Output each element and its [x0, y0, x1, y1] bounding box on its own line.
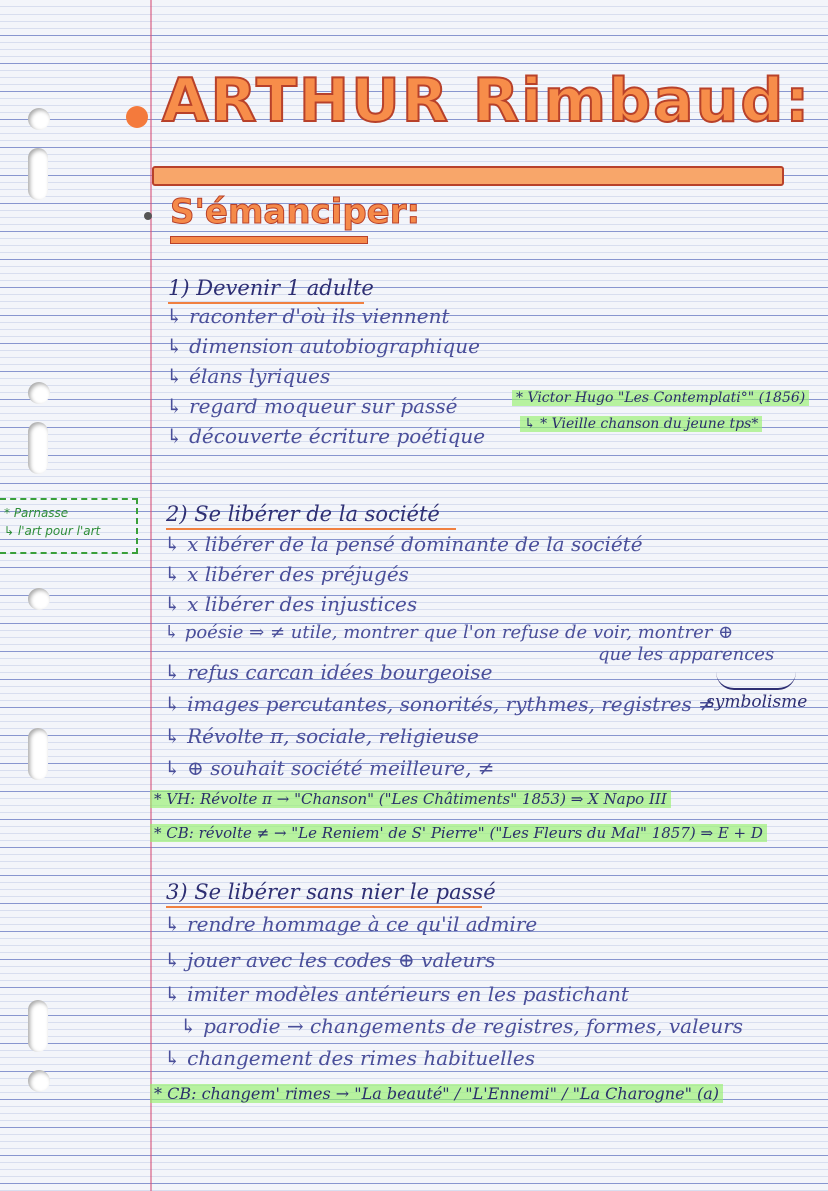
list-item: ↳ images percutantes, sonorités, rythmes, registres ≠: [164, 692, 715, 716]
section-underline: [170, 236, 368, 244]
note-item: * Victor Hugo "Les Contemplati°" (1856): [512, 390, 809, 406]
part-heading: 2) Se libérer de la société: [166, 502, 440, 526]
list-item: ↳ refus carcan idées bourgeoise: [164, 660, 493, 684]
list-item: ↳ imiter modèles antérieurs en les pastichant: [164, 982, 629, 1006]
list-item: ↳ x libérer de la pensé dominante de la société: [164, 532, 643, 556]
list-item: ↳ raconter d'où ils viennent: [166, 304, 450, 328]
list-item: ↳ découverte écriture poétique: [166, 424, 486, 448]
list-item: ↳ dimension autobiographique: [166, 334, 480, 358]
punch-hole: [28, 382, 50, 404]
punch-hole: [28, 1070, 50, 1092]
margin-note-line: ↳ l'art pour l'art: [4, 524, 101, 538]
list-item: ↳ jouer avec les codes ⊕ valeurs: [164, 948, 496, 972]
title-row: [122, 44, 812, 164]
punch-hole: [28, 588, 50, 610]
symbolism-label: symbolisme: [706, 692, 808, 712]
heading-underline: [166, 906, 482, 908]
list-item: ↳ x libérer des injustices: [164, 592, 418, 616]
brace: [716, 672, 796, 690]
list-item: ↳ Révolte π, sociale, religieuse: [164, 724, 479, 748]
punch-hole: [28, 1000, 48, 1052]
title-bullet: [126, 106, 148, 128]
list-item: ↳ regard moqueur sur passé: [166, 394, 458, 418]
list-item: ↳ changement des rimes habituelles: [164, 1046, 536, 1070]
page-title: ARTHUR Rimbaud:: [162, 66, 812, 136]
highlight-item: * CB: changem' rimes → "La beauté" / "L'Ennemi" / "La Charogne" (a): [150, 1084, 723, 1103]
margin-note-line: * Parnasse: [4, 506, 69, 520]
note-item: ↳ * Vieille chanson du jeune tps*: [520, 416, 762, 432]
list-item: ↳ rendre hommage à ce qu'il admire: [164, 912, 538, 936]
list-item: ↳ poésie ⇒ ≠ utile, montrer que l'on refuse de voir, montrer ⊕: [164, 622, 734, 643]
section-title: S'émanciper:: [170, 192, 421, 232]
part-heading: 1) Devenir 1 adulte: [168, 276, 374, 300]
highlight-item: * VH: Révolte π → "Chanson" ("Les Châtiments" 1853) ⇒ X Napo III: [150, 790, 671, 808]
list-item: ↳ parodie → changements de registres, formes, valeurs: [180, 1014, 744, 1038]
section-bullet: [144, 212, 152, 220]
part-heading: 3) Se libérer sans nier le passé: [166, 880, 496, 904]
punch-hole: [28, 728, 48, 780]
punch-hole: [28, 148, 48, 200]
list-item: ↳ x libérer des préjugés: [164, 562, 409, 586]
list-item: que les apparences: [598, 644, 775, 665]
punch-hole: [28, 108, 50, 130]
list-item: ↳ ⊕ souhait société meilleure, ≠: [164, 756, 495, 780]
highlight-item: * CB: révolte ≠ → "Le Reniem' de S' Pierre" ("Les Fleurs du Mal" 1857) ⇒ E + D: [150, 824, 767, 842]
punch-hole: [28, 422, 48, 474]
title-underline: [152, 166, 784, 186]
heading-underline: [166, 528, 456, 530]
list-item: ↳ élans lyriques: [166, 364, 331, 388]
